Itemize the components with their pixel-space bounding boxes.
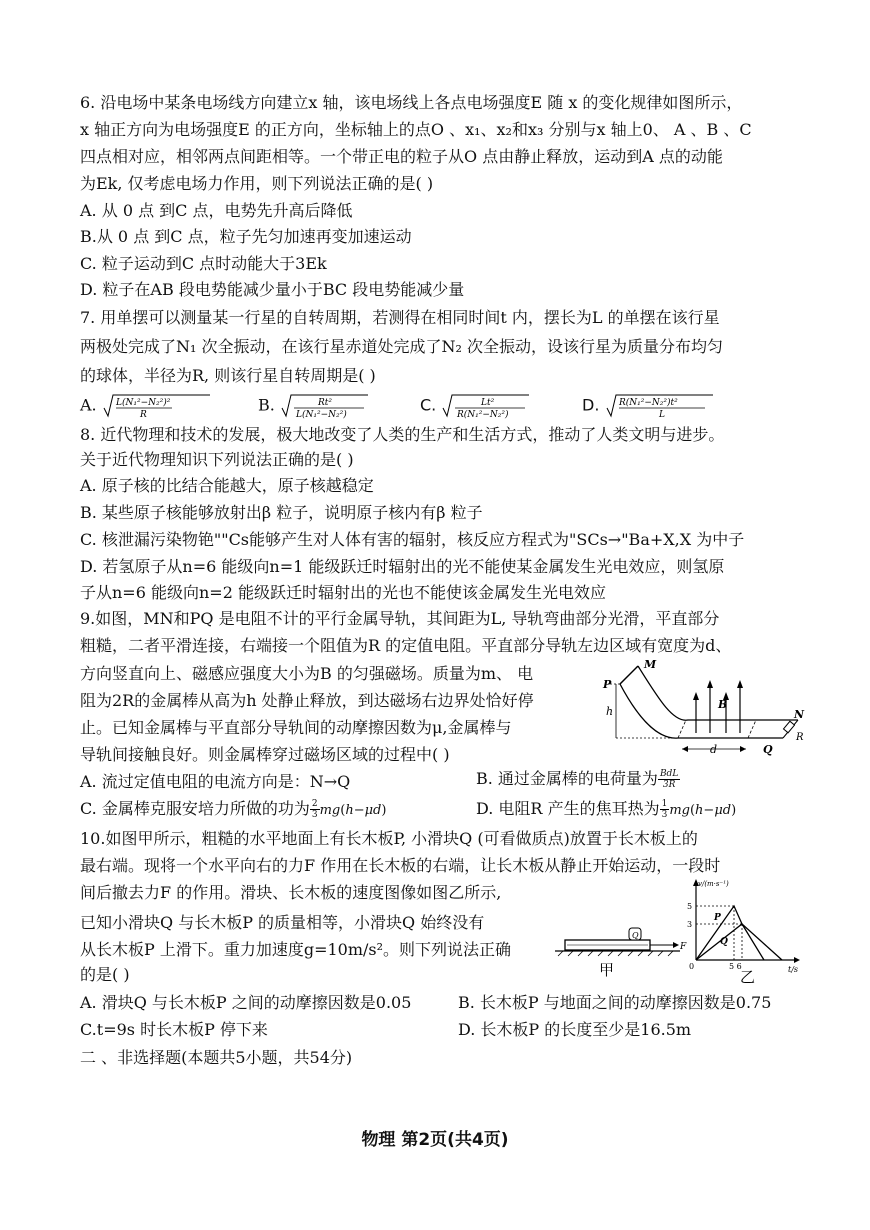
q9-option-c: C. 金属棒克服安培力所做的功为 $\frac{2}{3}$ mg(h−μd) [80, 799, 387, 820]
q7-formula-b [280, 392, 370, 420]
q10-option-b: B. 长木板P 与地面之间的动摩擦因数是0.75 [458, 993, 772, 1012]
label-h: h [606, 705, 614, 718]
label-jia-q: Q [632, 931, 639, 940]
q9-formula-c-frac: $\frac{2}{3}$ [311, 799, 318, 820]
q9-option-b: B. 通过金属棒的电荷量为 $\frac{\text{BdL}}{3R}$ [476, 769, 679, 790]
q6-option-a: A. 从 0 点 到C 点，电势先升高后降低 [80, 201, 353, 220]
label-jia-f: F [680, 942, 687, 952]
label-yi-56: 5 6 [729, 962, 742, 971]
q7-formula-a [102, 392, 212, 420]
svg-text:Lt²: Lt² [481, 398, 495, 408]
section-two-heading: 二 、非选择题(本题共5小题，共54分) [80, 1048, 353, 1067]
label-yi: 乙 [740, 968, 756, 986]
svg-text:L(N₁²−N₂²): L(N₁²−N₂²) [295, 410, 347, 420]
page-footer: 物理 第2页(共4页) [361, 1130, 509, 1150]
q6-line4: 为Ek, 仅考虑电场力作用，则下列说法正确的是( ) [80, 174, 434, 193]
q7-line1: 7. 用单摆可以测量某一行星的自转周期，若测得在相同时间t 内，摆长为L 的单摆在该行星 [80, 308, 720, 327]
q10-figure-yi [682, 876, 802, 986]
q7-line2: 两极处完成了N₁ 次全振动，在该行星赤道处完成了N₂ 次全振动，设该行星为质量分布均匀 [80, 337, 724, 356]
q8-option-d-line1: D. 若氢原子从n=6 能级向n=1 能级跃迁时辐射出的光不能使某金属发生光电效应，则氢原 [80, 557, 725, 576]
q10-figure-jia [555, 920, 693, 980]
label-m: M [644, 658, 657, 671]
label-yi-xlabel: t/s [788, 965, 799, 974]
q9-line3: 方向竖直向上、磁感应强度大小为B 的匀强磁场。质量为m、 电 [80, 664, 534, 683]
q9-option-a: A. 流过定值电阻的电流方向是：N→Q [80, 772, 351, 791]
q9-line4: 阻为2R的金属棒从高为h 处静止释放，到达磁场右边界处恰好停 [80, 691, 534, 710]
q6-line2: x 轴正方向为电场强度E 的正方向，坐标轴上的点O 、x₁、x₂和x₃ 分别与x 轴上0、 A 、B 、C [80, 120, 752, 139]
svg-text:Rt²: Rt² [317, 398, 332, 408]
q6-line3: 四点相对应，相邻两点间距相等。一个带正电的粒子从O 点由静止释放，运动到A 点的动能 [80, 147, 723, 166]
q10-option-d: D. 长木板P 的长度至少是16.5m [458, 1020, 692, 1039]
q9-line5: 止。已知金属棒与平直部分导轨间的动摩擦因数为μ,金属棒与 [80, 718, 512, 737]
q10-line2: 最右端。现将一个水平向右的力F 作用在长木板的右端，让长木板从静止开始运动，一段时 [80, 856, 721, 875]
q9-option-d: D. 电阻R 产生的焦耳热为 $\frac{1}{3}$ mg(h−μd) [476, 799, 737, 820]
label-r: R [796, 732, 804, 743]
q8-line2: 关于近代物理知识下列说法正确的是( ) [80, 450, 354, 469]
q8-line1: 8. 近代物理和技术的发展，极大地改变了人类的生产和生活方式，推动了人类文明与进步。 [80, 425, 725, 444]
q10-line6: 的是( ) [80, 965, 130, 984]
label-q: Q [763, 743, 773, 756]
q6-option-b: B.从 0 点 到C 点，粒子先匀加速再变加速运动 [80, 227, 412, 246]
q6-option-d: D. 粒子在AB 段电势能减少量小于BC 段电势能减少量 [80, 280, 465, 299]
q10-line1: 10.如图甲所示，粗糙的水平地面上有长木板P, 小滑块Q (可看做质点)放置于长木板上的 [80, 829, 698, 848]
q10-option-c: C.t=9s 时长木板P 停下来 [80, 1020, 268, 1039]
q8-option-a: A. 原子核的比结合能越大，原子核越稳定 [80, 476, 374, 495]
label-yi-3: 3 [687, 920, 693, 929]
label-yi-p: P [714, 913, 721, 923]
q6-line1: 6. 沿电场中某条电场线方向建立x 轴，该电场线上各点电场强度E 随 x 的变化规律如图所示， [80, 93, 743, 112]
label-p: P [603, 678, 612, 691]
q7-option-a: A. L(N₁²−N₂²)² R [80, 392, 212, 420]
label-jia: 甲 [599, 961, 615, 979]
q8-option-c: C. 核泄漏污染物铯""Cs能够产生对人体有害的辐射，核反应方程式为"SCs→"Ba+X,X 为中子 [80, 530, 745, 549]
q10-line5: 从长木板P 上滑下。重力加速度g=10m/s²。则下列说法正确 [80, 940, 512, 959]
q10-line4: 已知小滑块Q 与长木板P 的质量相等，小滑块Q 始终没有 [80, 913, 485, 932]
label-yi-ylabel: v/(m·s⁻¹) [698, 880, 729, 888]
q10-option-a: A. 滑块Q 与长木板P 之间的动摩擦因数是0.05 [80, 993, 412, 1012]
svg-text:L(N₁²−N₂²)²: L(N₁²−N₂²)² [115, 398, 171, 408]
q8-option-b: B. 某些原子核能够放射出β 粒子，说明原子核内有β 粒子 [80, 503, 483, 522]
q8-option-d-line2: 子从n=6 能级向n=2 能级跃迁时辐射出的光也不能使该金属发生光电效应 [80, 583, 606, 602]
q9-formula-d-frac: $\frac{1}{3}$ [661, 799, 668, 820]
q9-line2: 粗糙，二者平滑连接，右端接一个阻值为R 的定值电阻。平直部分导轨左边区域有宽度为d、 [80, 636, 732, 655]
q9-rail-figure [598, 658, 810, 758]
q9-formula-b: $\frac{\text{BdL}}{3R}$ [659, 769, 679, 790]
label-yi-0: 0 [689, 962, 695, 971]
label-b: B [718, 698, 728, 711]
q7-option-c: C. Lt² R(N₁²−N₂²) [420, 392, 531, 420]
q10-line3: 间后撤去力F 的作用。滑块、长木板的速度图像如图乙所示, [80, 883, 502, 902]
q6-option-c: C. 粒子运动到C 点时动能大于3Ek [80, 254, 327, 273]
q7-option-b: B. Rt² L(N₁²−N₂²) [258, 392, 370, 420]
label-d: d [710, 743, 718, 756]
svg-text:R(N₁²−N₂²)t²: R(N₁²−N₂²)t² [618, 398, 678, 408]
q9-line1: 9.如图，MN和PQ 是电阻不计的平行金属导轨，其间距为L, 导轨弯曲部分光滑，平直部分 [80, 609, 720, 628]
label-yi-q: Q [720, 937, 728, 947]
q7-formula-c [441, 392, 531, 420]
label-n: N [794, 708, 805, 721]
label-yi-5: 5 [687, 902, 693, 911]
q7-option-d: D. R(N₁²−N₂²)t² L [582, 392, 715, 420]
svg-text:L: L [658, 410, 665, 420]
svg-text:R: R [139, 410, 147, 420]
q7-formula-d [605, 392, 715, 420]
svg-text:R(N₁²−N₂²): R(N₁²−N₂²) [457, 410, 509, 420]
q7-line3: 的球体，半径为R, 则该行星自转周期是( ) [80, 366, 376, 385]
q9-line6: 导轨间接触良好。则金属棒穿过磁场区域的过程中( ) [80, 745, 450, 764]
